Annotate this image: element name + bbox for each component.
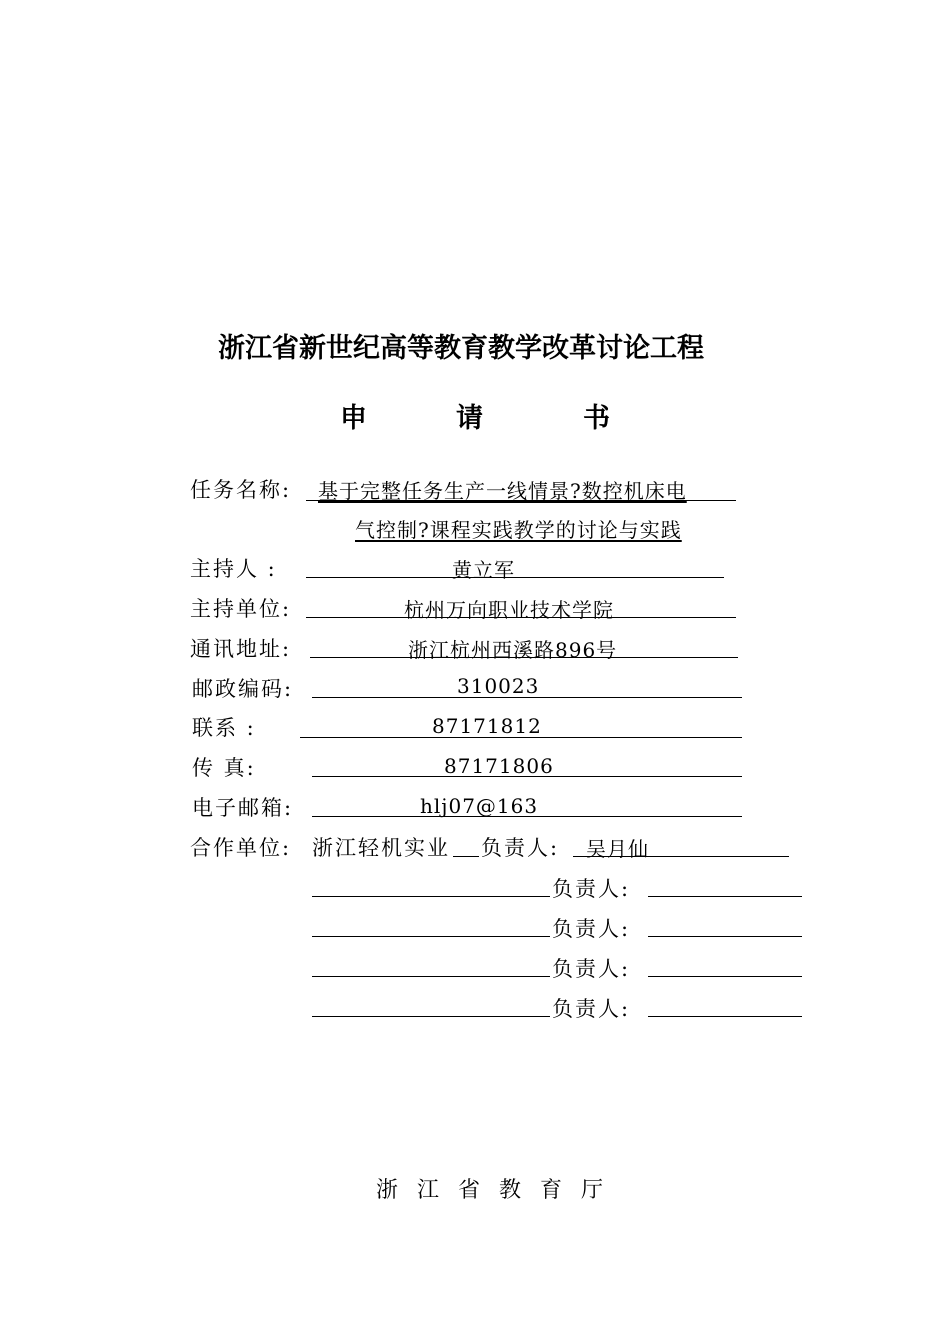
fax-value: 87171806	[444, 754, 554, 778]
partner-resp-label: 负责人:	[481, 836, 560, 860]
postcode-label: 邮政编码:	[192, 677, 294, 701]
partner-resp-value: 吴月仙	[586, 837, 649, 861]
host-label: 主持人 :	[190, 557, 277, 581]
task-name-line-2: 气控制?课程实践教学的讨论与实践	[355, 518, 682, 542]
host-unit-label: 主持单位:	[190, 597, 292, 621]
fax-underline	[312, 776, 742, 777]
contact-value: 87171812	[432, 714, 542, 738]
email-underline	[312, 816, 742, 817]
extra-row-4-resp-label: 负责人:	[552, 997, 631, 1021]
contact-underline	[300, 737, 742, 738]
extra-row-1-resp-label: 负责人:	[552, 877, 631, 901]
issuer-footer: 浙江省教育厅	[376, 1178, 623, 1203]
document-title: 浙江省新世纪高等教育教学改革讨论工程	[218, 333, 704, 364]
extra-row-2-unit-underline	[312, 936, 550, 937]
task-label: 任务名称:	[190, 478, 292, 502]
address-value: 浙江杭州西溪路896号	[408, 638, 618, 662]
extra-row-3-unit-underline	[312, 976, 550, 977]
subtitle-char-2: 请	[456, 403, 483, 434]
email-value: hlj07@163	[420, 794, 539, 818]
partner-label: 合作单位:	[190, 836, 292, 860]
subtitle-char-1: 申	[340, 403, 367, 434]
host-unit-value: 杭州万向职业技术学院	[404, 598, 614, 622]
fax-label: 传 真:	[192, 756, 256, 780]
postcode-underline	[312, 697, 742, 698]
extra-row-1-unit-underline	[312, 896, 550, 897]
partner-resp-underline	[573, 856, 789, 857]
extra-row-2-resp-label: 负责人:	[552, 917, 631, 941]
partner-unit-underline	[453, 856, 479, 857]
extra-row-3-resp-underline	[648, 976, 802, 977]
postcode-value: 310023	[457, 674, 540, 698]
extra-row-1-resp-underline	[648, 896, 802, 897]
host-unit-underline	[306, 617, 736, 618]
partner-unit-value: 浙江轻机实业	[312, 836, 450, 860]
subtitle-char-3: 书	[583, 403, 610, 434]
email-label: 电子邮箱:	[192, 796, 294, 820]
task-underline-1	[306, 500, 736, 501]
extra-row-4-unit-underline	[312, 1016, 550, 1017]
extra-row-4-resp-underline	[648, 1016, 802, 1017]
address-underline	[310, 657, 738, 658]
task-name-line-1: 基于完整任务生产一线情景?数控机床电	[318, 479, 687, 503]
host-value: 黄立军	[452, 558, 515, 582]
extra-row-2-resp-underline	[648, 936, 802, 937]
address-label: 通讯地址:	[190, 637, 292, 661]
host-underline	[306, 577, 724, 578]
extra-row-3-resp-label: 负责人:	[552, 957, 631, 981]
contact-label: 联系 :	[192, 716, 256, 740]
